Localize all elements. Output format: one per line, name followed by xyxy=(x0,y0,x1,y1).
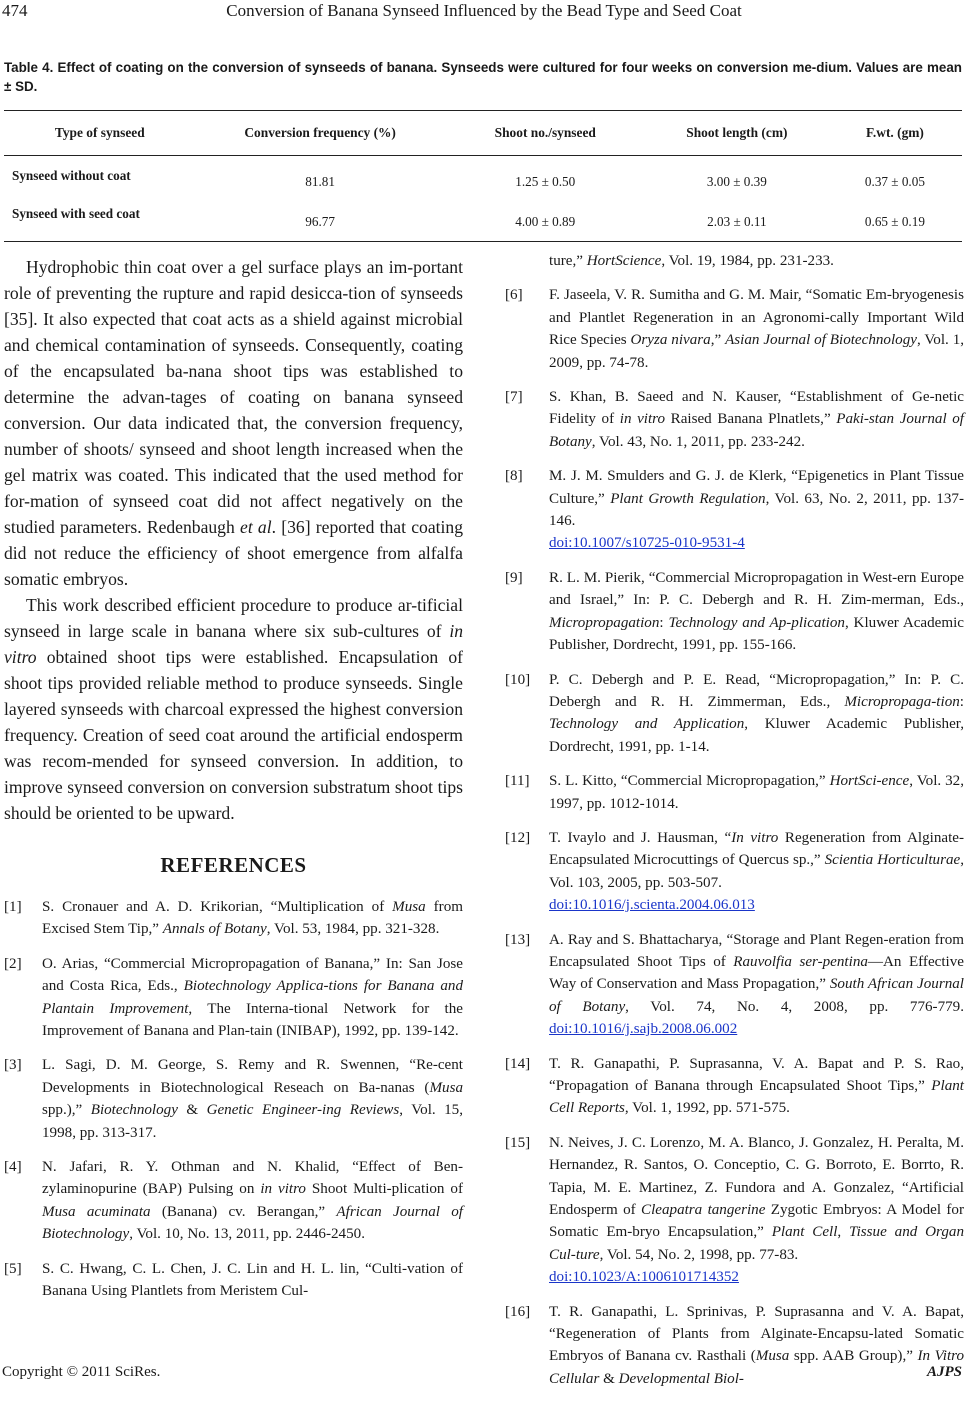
reference-text: T. R. Ganapathi, P. Suprasanna, V. A. Bapat and P. S. Rao, “Propagation of Banana through Encapsulated Shoot Tips,” Plant Cell Reports, Vol. 1, 1992, pp. 571-575. xyxy=(549,1055,964,1117)
table-cell: 4.00 ± 0.89 xyxy=(445,203,646,242)
reference-item xyxy=(505,770,964,815)
table-cell: 96.77 xyxy=(196,203,445,242)
reference-number: [5] xyxy=(4,1260,22,1277)
reference-number: [9] xyxy=(505,569,523,586)
reference-text: S. C. Hwang, C. L. Chen, J. C. Lin and H. L. lin, “Culti-vation of Banana Using Plantlets from Meristem Cul- xyxy=(42,1260,463,1300)
page-footer xyxy=(2,1362,964,1382)
reference-item xyxy=(4,953,463,1043)
running-title: Conversion of Banana Synseed Influenced by the Bead Type and Seed Coat xyxy=(226,1,742,20)
reference-item xyxy=(505,284,964,374)
table-cell: 2.03 ± 0.11 xyxy=(646,203,828,242)
reference-list xyxy=(4,896,463,1303)
references-heading: REFERENCES xyxy=(160,853,307,877)
reference-number: [1] xyxy=(4,899,22,915)
reference-text: M. J. M. Smulders and G. J. de Klerk, “Epigenetics in Plant Tissue Culture,” Plant Growth Regulation, Vol. 63, No. 2, 2011, pp. 137-146. doi:10.1007/s10725-010-9531-4 xyxy=(549,468,964,552)
copyright: Copyright © 2011 SciRes. xyxy=(2,1364,161,1380)
reference-item xyxy=(505,386,964,453)
left-column xyxy=(4,254,463,1315)
reference-number: [12] xyxy=(505,829,531,846)
reference-number: [6] xyxy=(505,287,523,304)
reference-text: N. Jafari, R. Y. Othman and N. Khalid, “Effect of Ben-zylaminopurine (BAP) Pulsing on in vitro Shoot Multi-plication of Musa acuminata (Banana) cv. Berangan,” African Journal of Biotechnology, Vol. 10, No. 13, 2011, pp. 2446-2450. xyxy=(42,1159,464,1243)
doi-link[interactable]: doi:10.1007/s10725-010-9531-4 xyxy=(549,535,745,552)
reference-text: L. Sagi, D. M. George, S. Remy and R. Swennen, “Re-cent Developments in Biotechnological Reseach on Ba-nanas (Musa spp.),” Biotechnology & Genetic Engineer-ing Reviews, Vol. 15, 1998, pp. 313-317. xyxy=(42,1057,463,1141)
table-row xyxy=(4,203,962,242)
column-header: Conversion frequency (%) xyxy=(196,111,445,156)
reference-list xyxy=(505,250,964,1390)
journal-abbrev: AJPS xyxy=(926,1364,962,1380)
reference-item xyxy=(505,929,964,1041)
reference-item xyxy=(4,1054,463,1144)
table-cell: 0.37 ± 0.05 xyxy=(864,174,925,189)
reference-text: P. C. Debergh and P. E. Read, “Micropropagation,” In: P. C. Debergh and R. H. Zimmerman, Eds., Micropropaga-tion: Technology and Application, Kluwer Academic Publisher, Dordrecht, 1991, pp. 1-14. xyxy=(549,671,964,755)
reference-item xyxy=(505,1053,964,1120)
doi-link[interactable]: doi:10.1016/j.sajb.2008.06.002 xyxy=(549,1021,738,1038)
reference-text: R. L. M. Pierik, “Commercial Micropropagation in West-ern Europe and Israel,” In: P. C. Debergh and R. H. Zim-merman, Eds., Micropropagation: Technology and Ap-plication, Kluwer Academic Publisher, Dordrecht, 1991, pp. 155-166. xyxy=(549,569,964,654)
body-paragraph: Hydrophobic thin coat over a gel surface plays an im-portant role of preventing the rupture and rapid desicca-tion of synseeds [35]. It also expected that coat acts as a shield against microbial and chemical contamination of synseeds. Consequently, coating of the encapsulated ba-nana shoot tips was established to determine the advan-tages of coating on banana synseed conversion. Our data indicated that, the conversion frequency, number of shoots/ synseed and shoot length increased when the gel matrix was coated. This indicated that the used method for for-mation of synseed coat did not affect negatively on the studied parameters. Redenbaugh et al. [36] reported that coating did not reduce the efficiency of shoot emergence from alfalfa somatic embryos. xyxy=(4,257,464,589)
table-row xyxy=(4,156,962,204)
table-cell: 3.00 ± 0.39 xyxy=(706,174,767,189)
reference-item xyxy=(505,1132,964,1289)
reference-text: T. R. Ganapathi, L. Sprinivas, P. Suprasanna and V. A. Bapat, “Regeneration of Plants from Alginate-Encapsu-lated Somatic Embryos of Banana cv. Rasthali (Musa spp. AAB Group),” In Vitro Cellular & Developmental Biol- xyxy=(549,1303,965,1387)
reference-continuation: ture,” HortScience, Vol. 19, 1984, pp. 231-233. xyxy=(549,253,834,269)
reference-number: [7] xyxy=(505,389,523,406)
reference-number: [4] xyxy=(4,1159,22,1176)
reference-number: [3] xyxy=(4,1057,22,1074)
reference-item xyxy=(505,465,964,555)
reference-text: T. Ivaylo and J. Hausman, “In vitro Regeneration from Alginate-Encapsulated Microcuttings of Quercus sp.,” Scientia Horticulturae, Vol. 103, 2005, pp. 503-507. doi:10.1016/j.scienta.2004.06.013 xyxy=(549,829,964,914)
table-cell: Synseed without coat xyxy=(12,168,131,183)
column-header: F.wt. (gm) xyxy=(828,111,962,156)
table-caption: Table 4. Effect of coating on the conversion of synseeds of banana. Synseeds were cultured for four weeks on conversion me-dium. Values are mean ± SD. xyxy=(4,60,962,94)
reference-item xyxy=(4,1156,463,1246)
reference-text: S. Khan, B. Saeed and N. Kauser, “Establishment of Ge-netic Fidelity of in vitro Raised Banana Plnatlets,” Paki-stan Journal of Botany, Vol. 43, No. 1, 2011, pp. 233-242. xyxy=(549,389,964,450)
reference-item xyxy=(4,1258,463,1303)
table-cell: Synseed with seed coat xyxy=(4,203,196,242)
reference-number: [8] xyxy=(505,468,523,485)
reference-text: S. Cronauer and A. D. Krikorian, “Multiplication of Musa from Excised Stem Tip,” Annals of Botany, Vol. 53, 1984, pp. 321-328. xyxy=(42,899,463,938)
reference-number: [15] xyxy=(505,1134,531,1151)
reference-text: F. Jaseela, V. R. Sumitha and G. M. Mair, “Somatic Em-bryogenesis and Plantlet Regeneration in an Agronomi-cally Important Wild Rice Species Oryza nivara,” Asian Journal of Biotechnology, Vol. 1, 2009, pp. 74-78. xyxy=(549,287,965,371)
reference-text: O. Arias, “Commercial Micropropagation of Banana,” In: San Jose and Costa Rica, Eds., Biotechnology Applica-tions for Banana and Plantain Improvement, The Interna-tional Network for the Improvement of Banana and Plan-tain (INIBAP), 1992, pp. 139-142. xyxy=(42,955,463,1040)
reference-text: S. L. Kitto, “Commercial Micropropagation,” HortSci-ence, Vol. 32, 1997, pp. 1012-1014. xyxy=(549,773,964,812)
body-paragraph: This work described efficient procedure to produce ar-tificial synseed in large scale in banana where six sub-cultures of in vitro obtained shoot tips were established. Encapsulation of shoot tips provided reliable method to produce synseeds. Single layered synseeds with charcoal expressed the highest conversion frequency. Creation of seed coat around the artificial endosperm was recom-mended for synseed conversion. In addition, to improve synseed conversion on conversion substratum shoot tips should be oriented to be upward. xyxy=(4,595,463,823)
reference-number: [16] xyxy=(505,1303,531,1320)
running-header xyxy=(0,0,968,22)
reference-number: [11] xyxy=(505,773,530,790)
data-table xyxy=(4,110,962,242)
table-cell: 1.25 ± 0.50 xyxy=(515,174,576,189)
column-header: Shoot length (cm) xyxy=(646,111,828,156)
table-cell: 0.65 ± 0.19 xyxy=(828,203,962,242)
reference-number: [10] xyxy=(505,671,531,688)
reference-number: [14] xyxy=(505,1055,531,1072)
reference-text: N. Neives, J. C. Lorenzo, M. A. Blanco, J. Gonzalez, H. Peralta, M. Hernandez, R. Santos, O. Conceptio, C. G. Borroto, E. Borrto, R. Tapia, M. E. Martinez, Z. Fundora and A. Gonzalez, “Artificial Endosperm of Cleapatra tangerine Zygotic Embryos: A Model for Somatic Em-bryo Encapsulation,” Plant Cell, Tissue and Organ Cul-ture, Vol. 54, No. 2, 1998, pp. 77-83. doi:10.1023/A:1006101714352 xyxy=(549,1134,965,1286)
reference-text: A. Ray and S. Bhattacharya, “Storage and Plant Regen-eration from Encapsulated Shoot Tips of Rauvolfia ser-pentina―An Effective Way of Conservation and Mass Propagation,” South African Journal of Botany, Vol. 74, No. 4, 2008, pp. 776-779. doi:10.1016/j.sajb.2008.06.002 xyxy=(549,931,965,1038)
doi-link[interactable]: doi:10.1016/j.scienta.2004.06.013 xyxy=(549,897,755,914)
column-header: Type of synseed xyxy=(4,111,196,156)
reference-number: [13] xyxy=(505,931,531,948)
reference-item xyxy=(505,669,964,759)
reference-number: [2] xyxy=(4,955,22,972)
right-column xyxy=(505,254,964,1402)
column-header: Shoot no./synseed xyxy=(445,111,646,156)
table-cell: 81.81 xyxy=(305,174,335,189)
reference-item xyxy=(505,567,964,657)
reference-item xyxy=(4,896,463,941)
reference-item xyxy=(505,827,964,917)
page-number: 474 xyxy=(2,1,28,20)
doi-link[interactable]: doi:10.1023/A:1006101714352 xyxy=(549,1269,739,1286)
